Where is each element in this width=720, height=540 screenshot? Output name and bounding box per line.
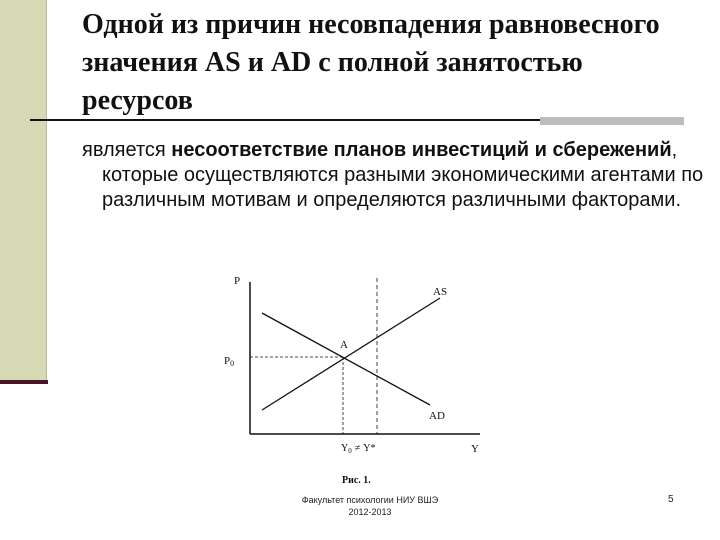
body-text-part-1: является — [82, 139, 172, 161]
y0-ystar-label — [341, 443, 375, 455]
p0-letter: P — [224, 355, 231, 367]
y0-letter: Y — [341, 443, 349, 454]
title-underline-accent — [540, 117, 684, 125]
not-equal-sign: ≠ — [354, 443, 361, 454]
y-star-letter: Y* — [363, 443, 376, 454]
as-curve — [262, 298, 440, 410]
slide-body-text — [82, 138, 712, 213]
as-label: AS — [433, 286, 448, 298]
y-axis-label: Y — [471, 443, 479, 455]
figure-caption: Рис. 1. — [342, 475, 371, 486]
y0-subscript: 0 — [348, 447, 352, 455]
slide-footer — [290, 494, 450, 518]
title-underline — [30, 119, 550, 121]
as-ad-diagram — [210, 268, 500, 490]
p0-label — [224, 355, 234, 368]
ad-curve — [262, 313, 430, 405]
p-axis-label: P — [234, 275, 241, 287]
body-text-bold: несоответствие планов инвестиций и сбережений — [171, 139, 672, 161]
slide-title: Одной из причин несовпадения равновесного значения AS и AD с полной занятостью ресурсов — [82, 9, 660, 116]
page-number: 5 — [668, 494, 674, 505]
left-decorative-bar — [0, 0, 47, 382]
footer-institution: Факультет психологии НИУ ВШЭ — [301, 495, 439, 505]
point-a-label: A — [340, 339, 348, 351]
footer-year: 2012-2013 — [348, 507, 392, 517]
left-bar-accent — [0, 380, 48, 384]
p0-subscript: 0 — [230, 359, 235, 368]
ad-label: AD — [429, 410, 445, 422]
body-text-part-2: , которые осуществляются разными экономическими агентами по различным мотивам и определяются различными факторами. — [102, 139, 704, 211]
